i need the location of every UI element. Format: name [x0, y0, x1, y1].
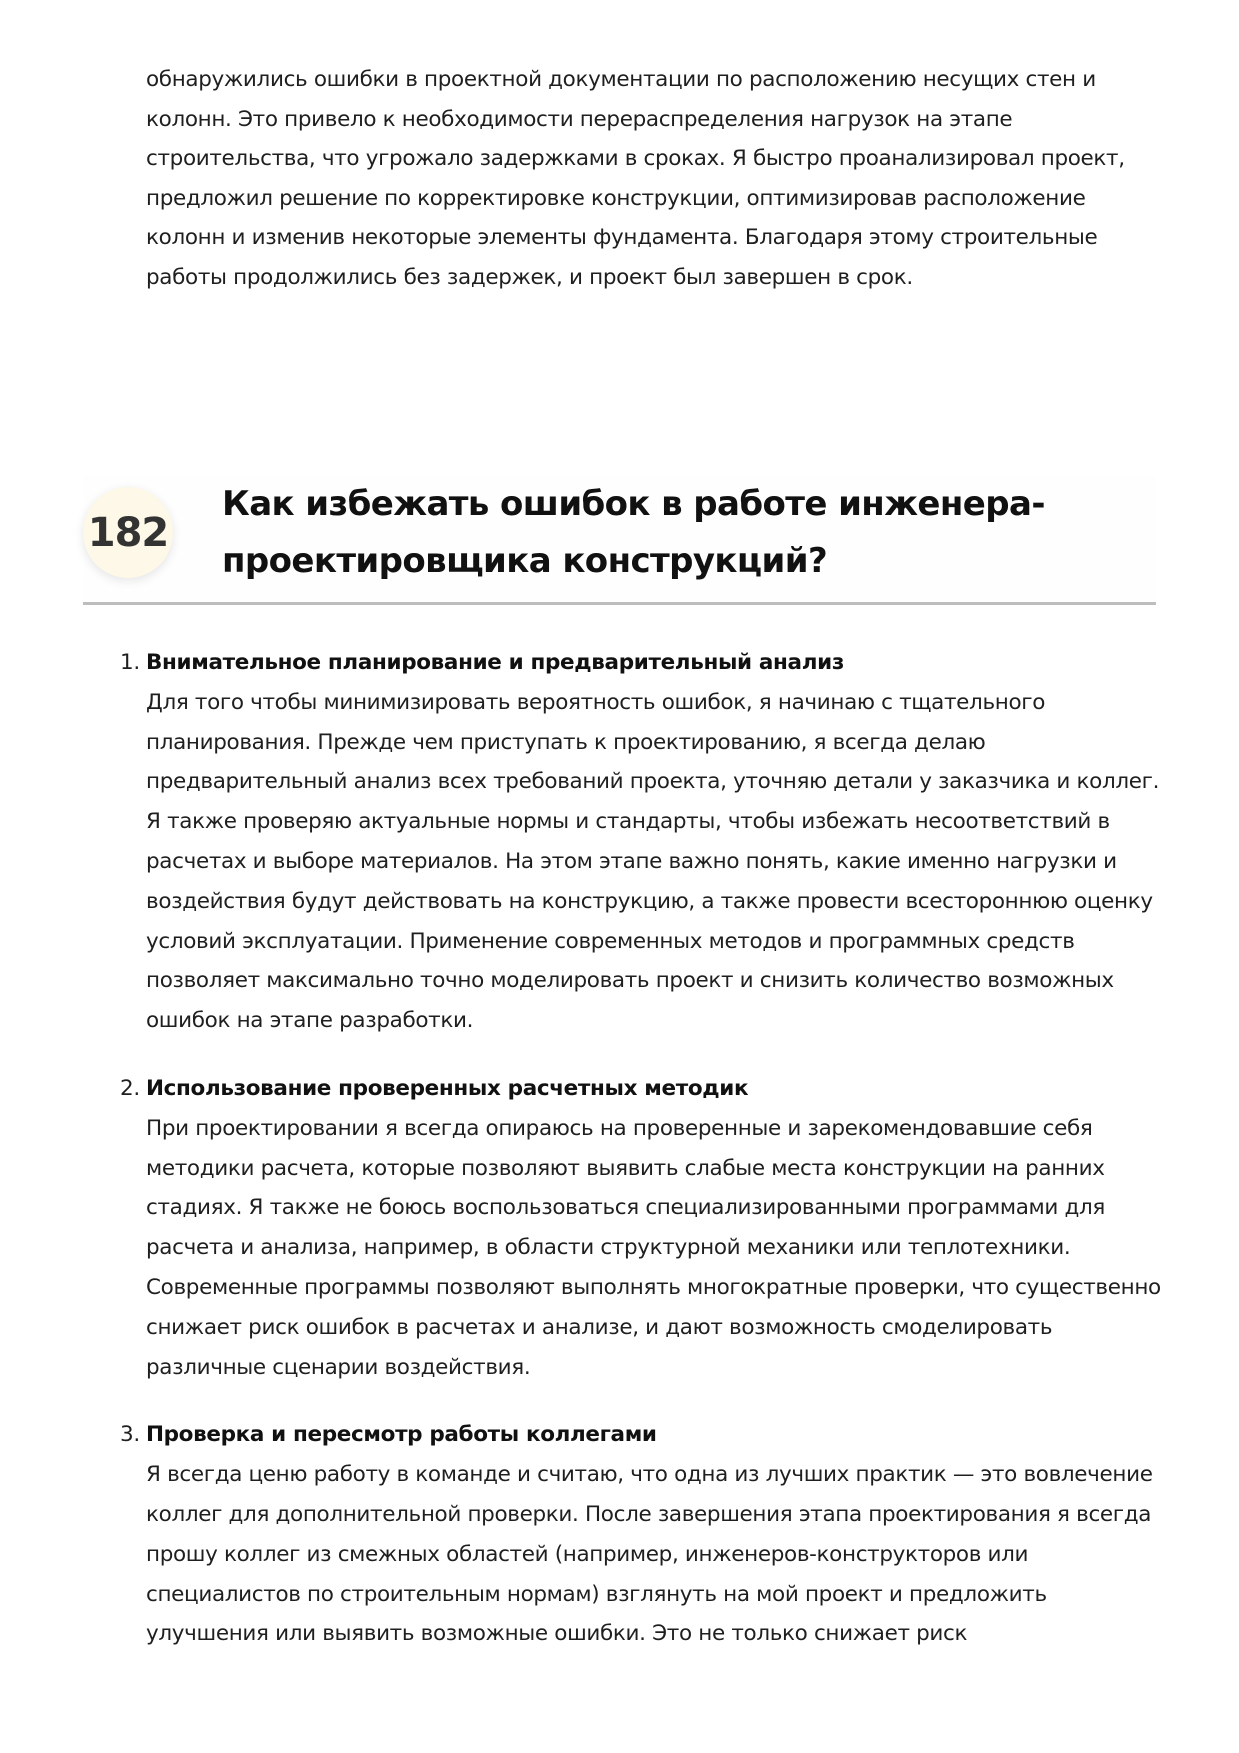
list-marker: 2. [120, 1075, 140, 1101]
list-item-title: Проверка и пересмотр работы коллегами [146, 1422, 657, 1448]
list-item [120, 1415, 1170, 1654]
intro-paragraph: обнаружились ошибки в проектной документации по расположению несущих стен и колонн. Это привело к необходимости перераспределения нагрузок на этапе строительства, что угрожало задержками в сроках. Я быстро проанализировал проект, предложил решение по корректировке конструкции, оптимизировав расположение колонн и изменив некоторые элементы фундамента. Благодаря этому строительные работы продолжились без задержек, и проект был завершен в срок. [146, 67, 1125, 290]
tips-list [120, 643, 1170, 1682]
list-item-body: При проектировании я всегда опираюсь на проверенные и зарекомендовавшие себя методики расчета, которые позволяют выявить слабые места конструкции на ранних стадиях. Я также не боюсь воспользоваться специализированными программами для расчета и анализа, например, в области структурной механики или теплотехники. Современные программы позволяют выполнять многократные проверки, что существенно снижает риск ошибок в расчетах и анализе, и дают возможность смоделировать различные сценарии воздействия. [146, 1115, 1161, 1380]
list-item [120, 643, 1170, 1041]
list-item-title: Внимательное планирование и предварительный анализ [146, 650, 844, 675]
section-number-badge: 182 [83, 487, 173, 578]
section-divider [83, 602, 1156, 605]
list-item-body: Для того чтобы минимизировать вероятность ошибок, я начинаю с тщательного планирования. Прежде чем приступать к проектированию, я всегда делаю предварительный анализ всех требований проекта, уточняю детали у заказчика и коллег. Я также проверяю актуальные нормы и стандарты, чтобы избежать несоответствий в расчетах и выборе материалов. На этом этапе важно понять, какие именно нагрузки и воздействия будут действовать на конструкцию, а также провести всестороннюю оценку условий эксплуатации. Применение современных методов и программных средств позволяет максимально точно моделировать проект и снизить количество возможных ошибок на этапе разработки. [146, 689, 1160, 1034]
section-header [83, 476, 1156, 604]
list-item-body: Я всегда ценю работу в команде и считаю, что одна из лучших практик — это вовлечение коллег для дополнительной проверки. После завершения этапа проектирования я всегда прошу коллег из смежных областей (например, инженеров-конструкторов или специалистов по строительным нормам) взглянуть на мой проект и предложить улучшения или выявить возможные ошибки. Это не только снижает риск [146, 1462, 1153, 1647]
list-marker: 3. [120, 1422, 140, 1448]
list-item [120, 1069, 1170, 1387]
section-title: Как избежать ошибок в работе инженера-проектировщика конструкций? [222, 484, 1045, 581]
list-item-title: Использование проверенных расчетных методик [146, 1075, 749, 1101]
list-marker: 1. [120, 650, 140, 675]
